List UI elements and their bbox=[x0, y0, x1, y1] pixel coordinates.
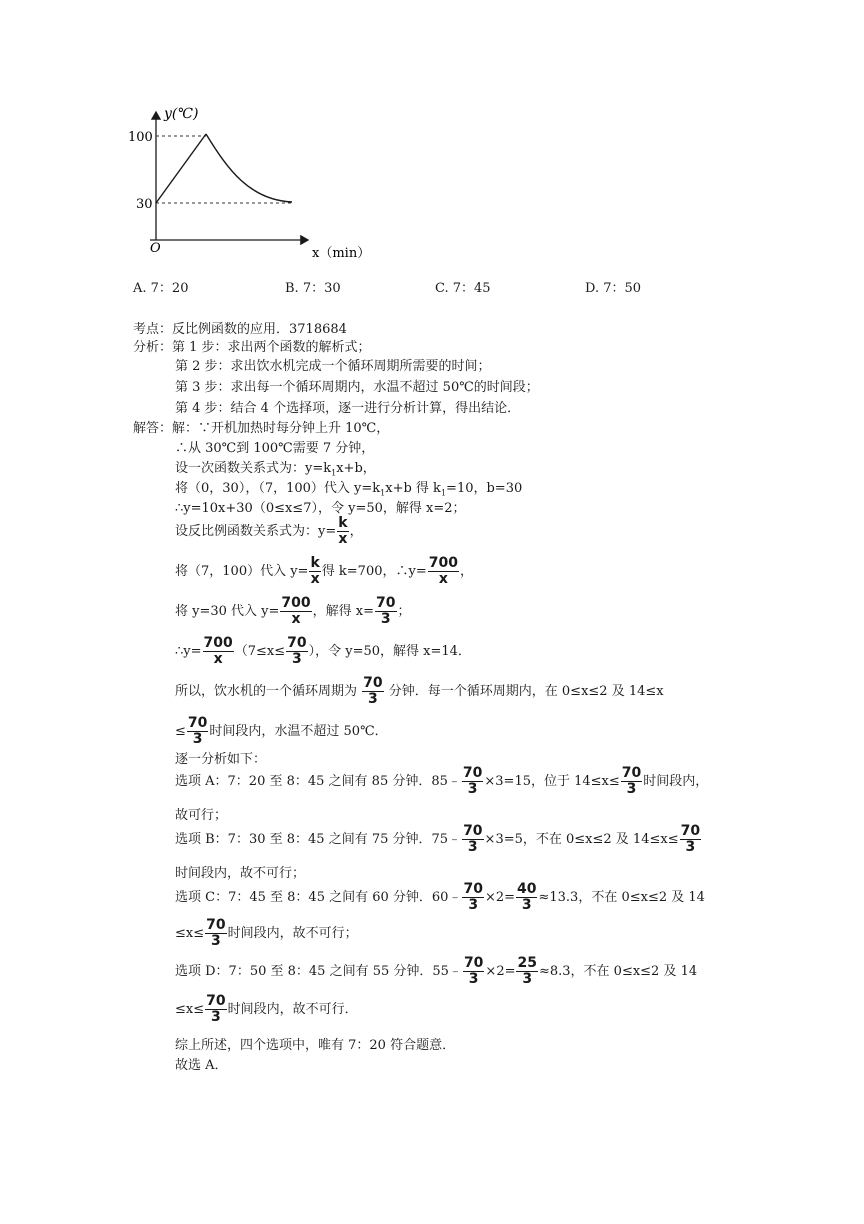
summary: 综上所述，四个选项中，唯有 7：20 符合题意． bbox=[175, 1038, 456, 1053]
option-d-analysis: 选项 D：7：50 至 8：45 之间有 55 分钟．55﹣ $\frac{70}{3}$ ×2= $\frac{25}{3}$ ≈8.3，不在 0≤x≤2 及 14 bbox=[175, 955, 698, 987]
jieda-line1: ∴从 30℃到 100℃需要 7 分钟， bbox=[175, 441, 375, 456]
option-b-analysis: 选项 B：7：30 至 8：45 之间有 75 分钟．75﹣ $\frac{70}{3}$ ×3=5，不在 0≤x≤2 及 14≤x≤ $\frac{70}{3}$ bbox=[175, 823, 701, 855]
y-tick-100: 100 bbox=[128, 130, 153, 145]
heating-segment bbox=[156, 134, 206, 203]
jieda-line5: 设反比例函数关系式为：y= $\frac{k}{x}$ ， bbox=[175, 515, 363, 547]
jieda-line2: 设一次函数关系式为：$y=k_1x+b$， bbox=[175, 461, 376, 478]
jieda-line4: ∴y=10x+30（0≤x≤7），令 y=50，解得 x=2； bbox=[175, 501, 466, 516]
jieda-line6: 将（7，100）代入 y= $\frac{k}{x}$ 得 k=700，∴y= $\frac{700}{x}$ ， bbox=[175, 555, 473, 587]
fenxi-head: 分析：第 1 步：求出两个函数的解析式； bbox=[133, 340, 371, 355]
option-d-conclusion: ≤x≤ $\frac{70}{3}$ 时间段内，故不可行． bbox=[175, 993, 358, 1025]
jieda-head: 解答：解：∵开机加热时每分钟上升 10℃， bbox=[133, 421, 390, 436]
option-a: A. 7：20 bbox=[133, 281, 189, 296]
fenxi-step2: 第 2 步：求出饮水机完成一个循环周期所需要的时间； bbox=[175, 359, 491, 374]
jieda-line3: 将（0，30），（7，100）代入 $y=k_1x+b$ 得 $k_1=10$，b=30 bbox=[175, 481, 523, 498]
origin-label: O bbox=[150, 241, 161, 256]
option-a-conclusion: 故可行； bbox=[175, 808, 228, 823]
x-axis-label: x（min） bbox=[312, 246, 371, 261]
option-b: B. 7：30 bbox=[285, 281, 341, 296]
option-b-conclusion: 时间段内，故不可行； bbox=[175, 866, 306, 881]
jieda-line11: 逐一分析如下： bbox=[175, 752, 267, 767]
jieda-line10: ≤ $\frac{70}{3}$ 时间段内，水温不超过 50℃． bbox=[175, 715, 388, 747]
option-a-analysis: 选项 A：7：20 至 8：45 之间有 85 分钟．85﹣ $\frac{70}{3}$ ×3=15，位于 14≤x≤ $\frac{70}{3}$ 时间段内， bbox=[175, 765, 709, 797]
kaodian: 考点：反比例函数的应用．3718684 bbox=[133, 322, 347, 337]
y-axis-label: y(℃) bbox=[164, 106, 199, 122]
option-c-analysis: 选项 C：7：45 至 8：45 之间有 60 分钟．60﹣ $\frac{70}{3}$ ×2= $\frac{40}{3}$ ≈13.3，不在 0≤x≤2 及 14 bbox=[175, 881, 705, 913]
final-answer: 故选 A． bbox=[175, 1058, 228, 1073]
jieda-line7: 将 y=30 代入 y= $\frac{700}{x}$ ，解得 x= $\frac{70}{3}$ ； bbox=[175, 595, 411, 627]
y-tick-30: 30 bbox=[136, 197, 153, 212]
fraction-k-x: $\frac{k}{x}$ bbox=[338, 515, 348, 547]
fenxi-step3: 第 3 步：求出每一个循环周期内，水温不超过 50℃的时间段； bbox=[175, 380, 539, 395]
option-c-conclusion: ≤x≤ $\frac{70}{3}$ 时间段内，故不可行； bbox=[175, 917, 358, 949]
jieda-line9: 所以，饮水机的一个循环周期为 $\frac{70}{3}$ 分钟．每一个循环周期内，在 0≤x≤2 及 14≤x bbox=[175, 675, 664, 707]
option-d: D. 7：50 bbox=[585, 281, 642, 296]
cooling-curve bbox=[206, 134, 292, 202]
fenxi-step4: 第 4 步：结合 4 个选择项，逐一进行分析计算，得出结论． bbox=[175, 401, 521, 416]
jieda-line8: ∴y= $\frac{700}{x}$ （7≤x≤ $\frac{70}{3}$ ），令 y=50，解得 x=14． bbox=[175, 635, 471, 667]
temperature-graph bbox=[120, 100, 380, 265]
option-c: C. 7：45 bbox=[435, 281, 491, 296]
